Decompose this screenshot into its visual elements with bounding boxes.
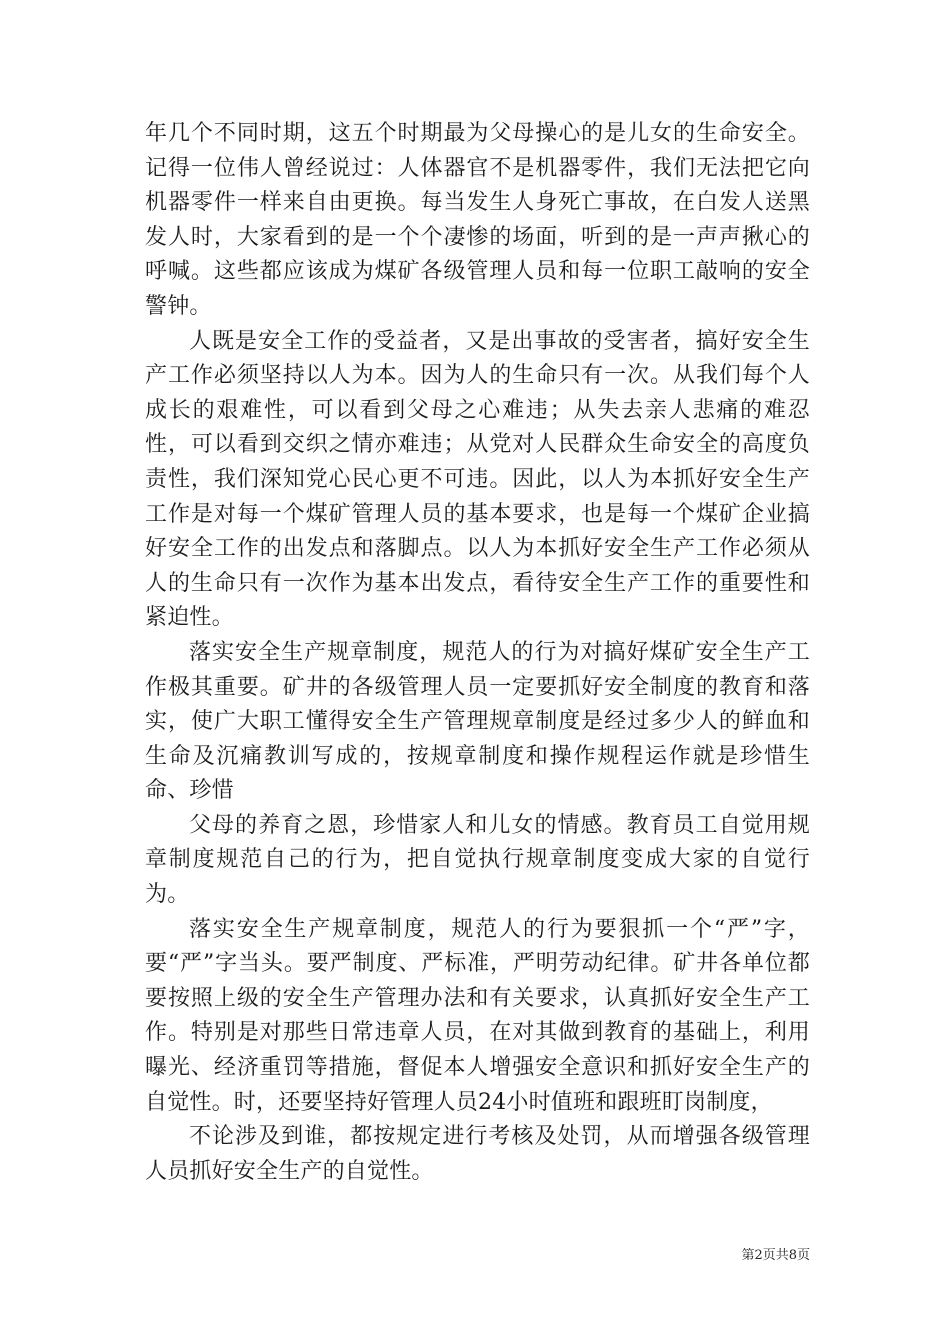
paragraph-3: 落实安全生产规章制度，规范人的行为对搞好煤矿安全生产工作极其重要。矿井的各级管理人员一定要抓好安全制度的教育和落实，使广大职工懂得安全生产管理规章制度是经过多少人的鲜血和生命及沉痛教训写成的，按规章制度和操作规程运作就是珍惜生命、珍惜 — [145, 639, 810, 804]
page-number-footer: 第2页共8页 — [741, 1248, 810, 1263]
document-body — [145, 117, 810, 1189]
paragraph-5: 落实安全生产规章制度，规范人的行为要狠抓一个“严”字，要“严”字当头。要严制度、严标准，严明劳动纪律。矿井各单位都要按照上级的安全生产管理办法和有关要求，认真抓好安全生产工作。特别是对那些日常违章人员，在对其做到教育的基础上，利用曝光、经济重罚等措施，督促本人增强安全意识和抓好安全生产的自觉性。时，还要坚持好管理人员24小时值班和跟班盯岗制度， — [145, 916, 810, 1115]
paragraph-1: 年几个不同时期，这五个时期最为父母操心的是儿女的生命安全。记得一位伟人曾经说过：人体器官不是机器零件，我们无法把它向机器零件一样来自由更换。每当发生人身死亡事故，在白发人送黑发人时，大家看到的是一个个凄惨的场面，听到的是一声声揪心的呼喊。这些都应该成为煤矿各级管理人员和每一位职工敲响的安全警钟。 — [145, 121, 810, 319]
paragraph-6: 不论涉及到谁，都按规定进行考核及处罚，从而增强各级管理人员抓好安全生产的自觉性。 — [145, 1124, 810, 1184]
paragraph-2: 人既是安全工作的受益者，又是出事故的受害者，搞好安全生产工作必须坚持以人为本。因为人的生命只有一次。从我们每个人成长的艰难性，可以看到父母之心难违；从失去亲人悲痛的难忍性，可以看到交织之情亦难违；从党对人民群众生命安全的高度负责性，我们深知党心民心更不可违。因此，以人为本抓好安全生产工作是对每一个煤矿管理人员的基本要求，也是每一个煤矿企业搞好安全工作的出发点和落脚点。以人为本抓好安全生产工作必须从人的生命只有一次作为基本出发点，看待安全生产工作的重要性和紧迫性。 — [145, 328, 810, 631]
paragraph-4: 父母的养育之恩，珍惜家人和儿女的情感。教育员工自觉用规章制度规范自己的行为，把自觉执行规章制度变成大家的自觉行为。 — [145, 812, 810, 908]
